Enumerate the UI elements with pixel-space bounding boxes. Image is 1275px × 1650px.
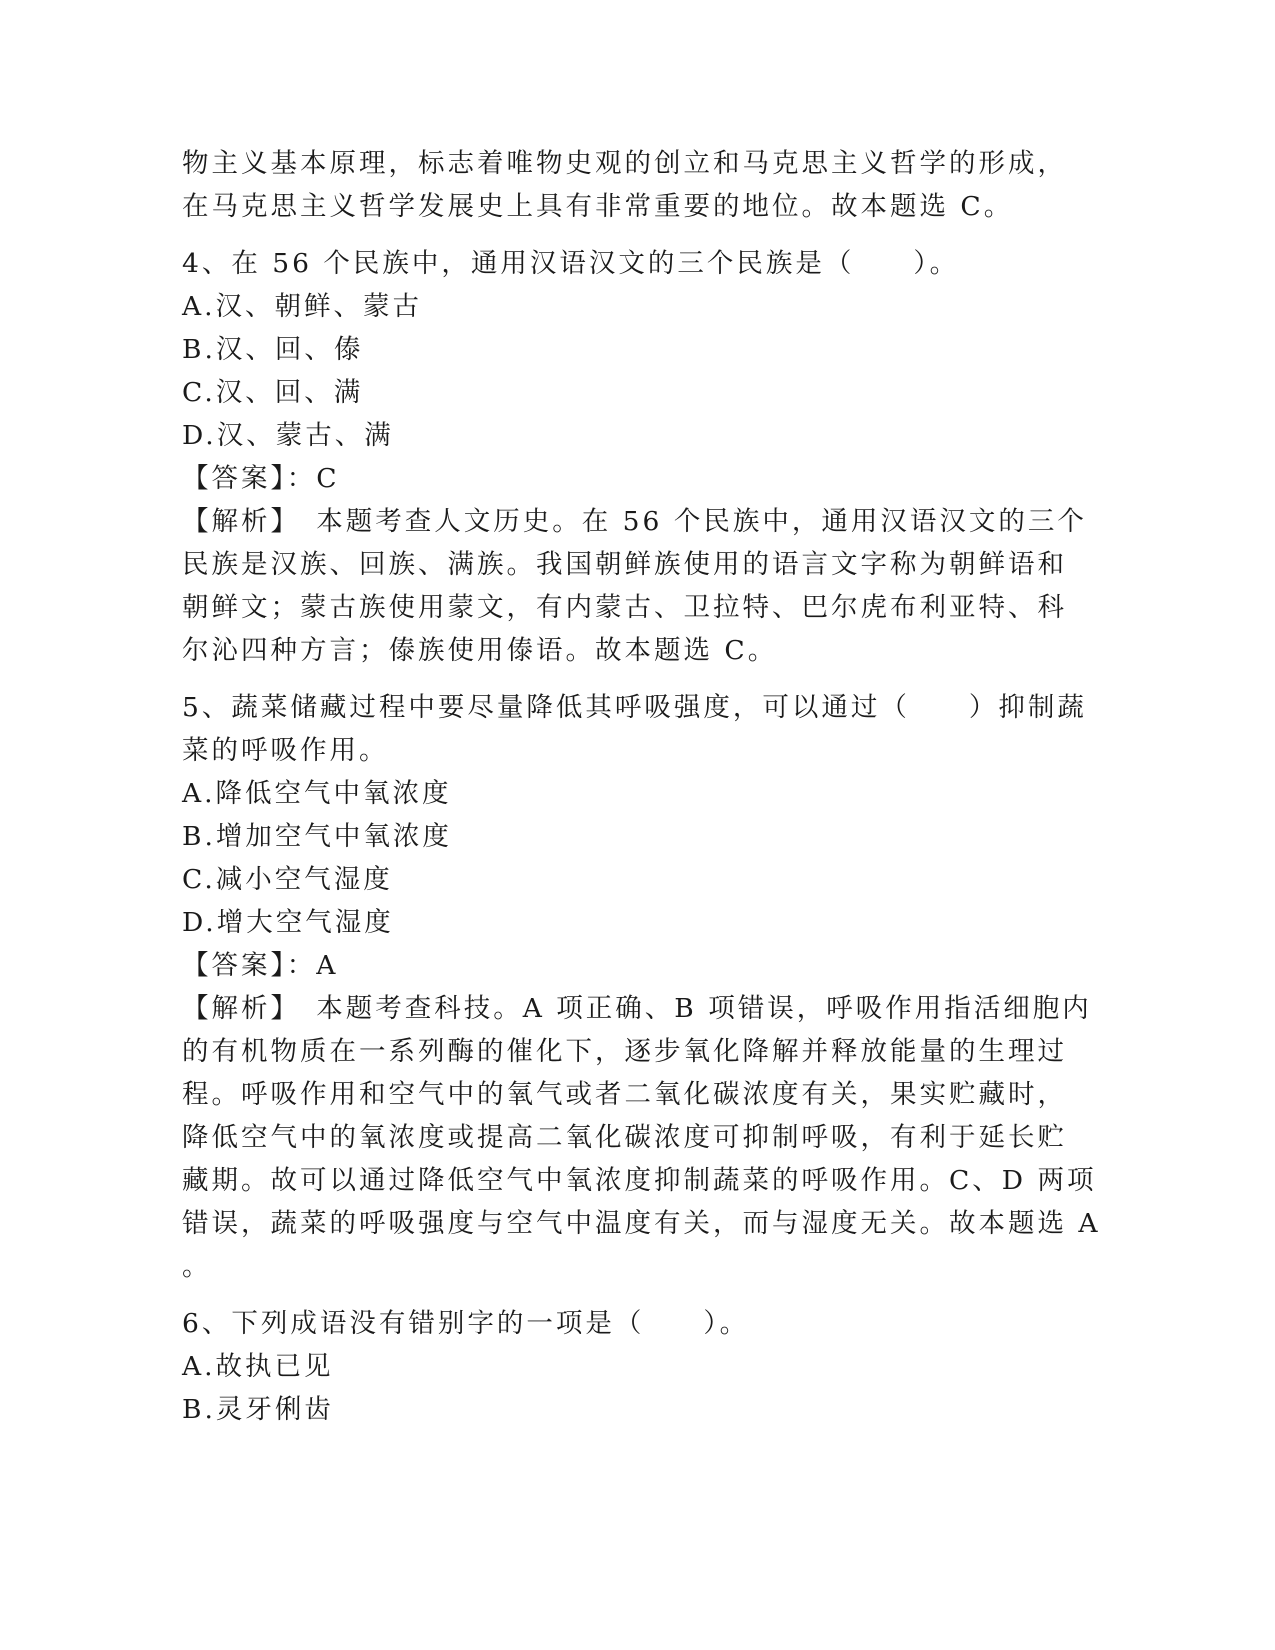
option-b: B.汉、回、傣 [182, 334, 364, 365]
question-6 [182, 1302, 1082, 1431]
option-c: C.减小空气湿度 [182, 864, 393, 895]
question-stem: 6、下列成语没有错别字的一项是（ ）。 [182, 1308, 750, 1339]
analysis-line: 。 [182, 1251, 212, 1282]
text-line: 在马克思主义哲学发展史上具有非常重要的地位。故本题选 C。 [182, 191, 1014, 222]
analysis-line: 【解析】 本题考查人文历史。在 56 个民族中，通用汉语汉文的三个 [182, 506, 1087, 537]
option-b: B.增加空气中氧浓度 [182, 821, 452, 852]
question-stem: 菜的呼吸作用。 [182, 735, 389, 766]
answer: 【答案】：C [182, 463, 340, 494]
option-b: B.灵牙俐齿 [182, 1394, 334, 1425]
option-d: D.增大空气湿度 [182, 907, 394, 938]
question-4 [182, 242, 1087, 672]
question-5 [182, 686, 1101, 1288]
text-line: 物主义基本原理，标志着唯物史观的创立和马克思主义哲学的形成， [182, 148, 1067, 179]
analysis-line: 民族是汉族、回族、满族。我国朝鲜族使用的语言文字称为朝鲜语和 [182, 549, 1067, 580]
document-page [182, 142, 1101, 1431]
analysis-line: 降低空气中的氧浓度或提高二氧化碳浓度可抑制呼吸，有利于延长贮 [182, 1122, 1067, 1153]
analysis-line: 的有机物质在一系列酶的催化下，逐步氧化降解并释放能量的生理过 [182, 1036, 1067, 1067]
continuation-text [182, 142, 1082, 228]
option-a: A.故执已见 [182, 1351, 334, 1382]
option-a: A.降低空气中氧浓度 [182, 778, 452, 809]
analysis-line: 朝鲜文；蒙古族使用蒙文，有内蒙古、卫拉特、巴尔虎布利亚特、科 [182, 592, 1067, 623]
answer: 【答案】：A [182, 950, 339, 981]
analysis-line: 藏期。故可以通过降低空气中氧浓度抑制蔬菜的呼吸作用。C、D 两项 [182, 1165, 1097, 1196]
option-d: D.汉、蒙古、满 [182, 420, 394, 451]
option-a: A.汉、朝鲜、蒙古 [182, 291, 423, 322]
analysis-line: 程。呼吸作用和空气中的氧气或者二氧化碳浓度有关，果实贮藏时， [182, 1079, 1067, 1110]
analysis-line: 错误，蔬菜的呼吸强度与空气中温度有关，而与湿度无关。故本题选 A [182, 1208, 1101, 1239]
analysis-line: 尔沁四种方言；傣族使用傣语。故本题选 C。 [182, 635, 778, 666]
question-stem: 5、蔬菜储藏过程中要尽量降低其呼吸强度，可以通过（ ）抑制蔬 [182, 692, 1087, 723]
analysis-line: 【解析】 本题考查科技。A 项正确、B 项错误，呼吸作用指活细胞内 [182, 993, 1092, 1024]
question-stem: 4、在 56 个民族中，通用汉语汉文的三个民族是（ ）。 [182, 248, 960, 279]
option-c: C.汉、回、满 [182, 377, 364, 408]
